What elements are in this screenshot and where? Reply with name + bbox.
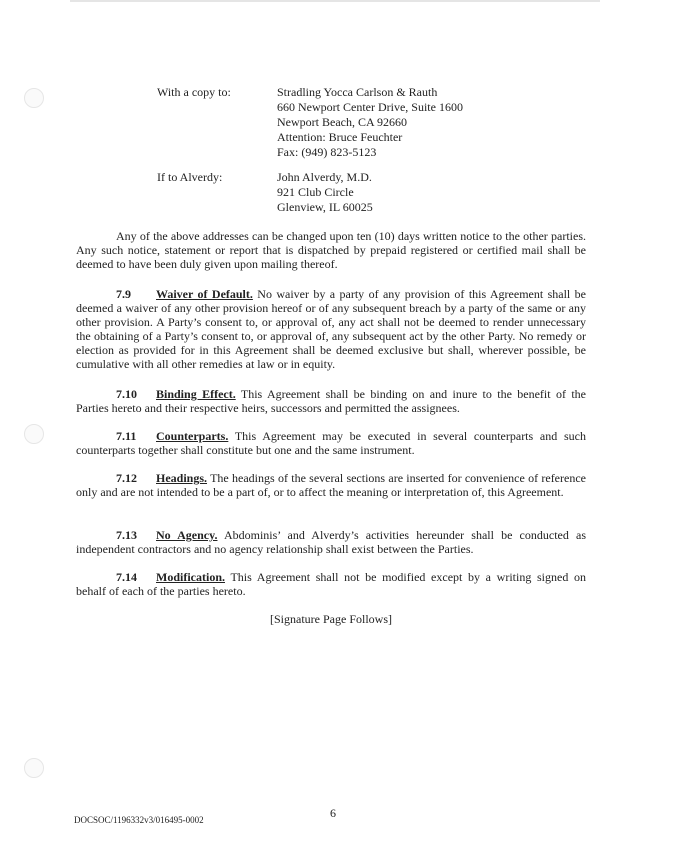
address-line: John Alverdy, M.D.: [277, 170, 372, 184]
section-text: This Agreement shall not be modified except by a writing signed on behalf of each of the parties hereto.: [76, 570, 586, 598]
document-id: DOCSOC/1196332v3/016495-0002: [74, 815, 204, 825]
address-line: 921 Club Circle: [277, 185, 354, 199]
section-text: The headings of the several sections are inserted for convenience of reference only and are not intended to be a part of, or to affect the meaning or interpretation of, this Agreement.: [76, 471, 586, 499]
address-line: Glenview, IL 60025: [277, 200, 373, 214]
signature-page-note: [Signature Page Follows]: [270, 612, 392, 626]
punch-hole-middle: [24, 424, 44, 444]
address-line: Newport Beach, CA 92660: [277, 115, 407, 129]
address-line: Stradling Yocca Carlson & Rauth: [277, 85, 438, 99]
section-number: 7.11: [116, 429, 137, 443]
section-number: 7.13: [116, 528, 137, 542]
section-text: Abdominis’ and Alverdy’s activities hereunder shall be conducted as independent contractors and no agency relationship shall exist between the Parties.: [76, 528, 586, 556]
section-heading: Waiver of Default.: [156, 287, 253, 301]
section-7-9: [76, 287, 586, 371]
page-number: 6: [330, 806, 336, 820]
section-text: This Agreement shall be binding on and inure to the benefit of the Parties hereto and their respective heirs, successors and permitted the assignees.: [76, 387, 586, 415]
notice-paragraph: Any of the above addresses can be changed upon ten (10) days written notice to the other parties. Any such notice, statement or report that is dispatched by prepaid registered or certified mail shall be deemed to have been duly given upon mailing thereof.: [76, 229, 586, 271]
address-line: Fax: (949) 823-5123: [277, 145, 377, 159]
section-text: This Agreement may be executed in several counterparts and such counterparts together shall constitute but one and the same instrument.: [76, 429, 586, 457]
punch-hole-bottom: [24, 758, 44, 778]
alverdy-label: If to Alverdy:: [157, 170, 223, 184]
address-line: 660 Newport Center Drive, Suite 1600: [277, 100, 463, 114]
section-heading: Modification.: [156, 570, 225, 584]
punch-hole-top: [24, 88, 44, 108]
section-heading: Binding Effect.: [156, 387, 236, 401]
section-number: 7.9: [116, 287, 131, 301]
section-number: 7.14: [116, 570, 137, 584]
address-line: Attention: Bruce Feuchter: [277, 130, 403, 144]
section-7-10: [76, 387, 586, 415]
section-heading: No Agency.: [156, 528, 218, 542]
copy-to-address: [277, 85, 463, 160]
scan-top-edge: [70, 0, 600, 2]
alverdy-address: [277, 170, 373, 215]
section-number: 7.10: [116, 387, 137, 401]
section-text: No waiver by a party of any provision of this Agreement shall be deemed a waiver of any other provision hereof or of any subsequent breach by a party of the same or any other provision. A Party’s consent to, or approval of, any act shall not be deemed to render unnecessary the obtaining of a Party’s consent to, or approval of, any subsequent act by the other Party. No remedy or election as provided for in this Agreement shall be deemed exclusive but shall, wherever possible, be cumulative with all other remedies at law or in equity.: [76, 287, 586, 371]
section-heading: Headings.: [156, 471, 208, 485]
section-7-14: [76, 570, 586, 598]
copy-to-label: With a copy to:: [157, 85, 231, 99]
section-heading: Counterparts.: [156, 429, 229, 443]
section-7-12: [76, 471, 586, 499]
section-7-11: [76, 429, 586, 457]
section-7-13: [76, 528, 586, 556]
section-number: 7.12: [116, 471, 137, 485]
